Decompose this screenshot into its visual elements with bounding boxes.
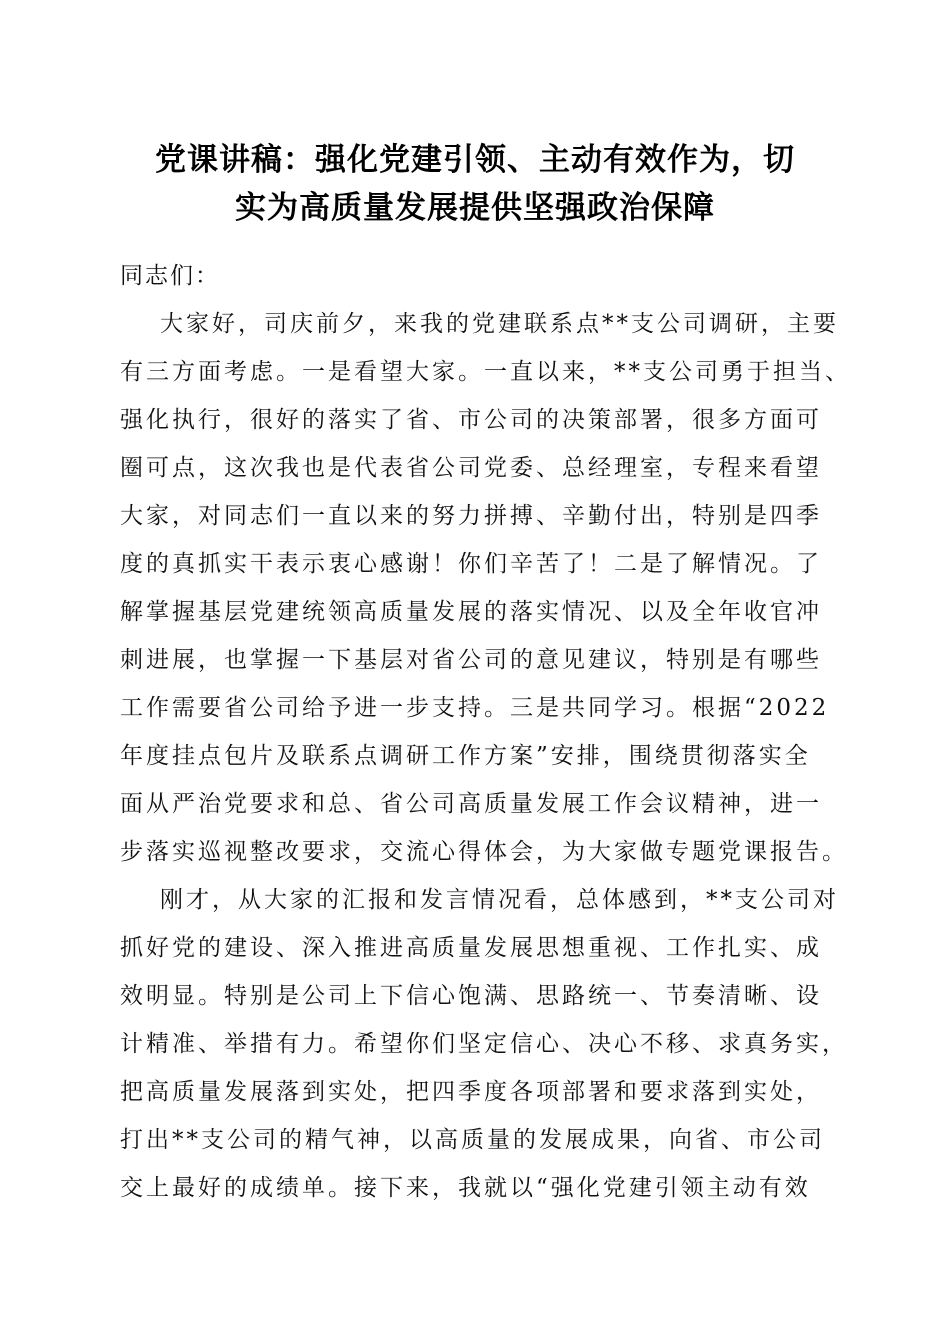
text-line: 工作需要省公司给予进一步支持。三是共同学习。根据“2022	[120, 695, 830, 721]
text-line: 刺进展，也掌握一下基层对省公司的意见建议，特别是有哪些	[120, 647, 822, 673]
text-line: 刚才，从大家的汇报和发言情况看，总体感到，**支公司对	[160, 887, 839, 913]
title-line-1: 党课讲稿：强化党建引领、主动有效作为，切	[155, 142, 795, 178]
text-line: 度的真抓实干表示衷心感谢！你们辛苦了！二是了解情况。了	[120, 551, 822, 577]
text-line: 圈可点，这次我也是代表省公司党委、总经理室，专程来看望	[120, 455, 822, 481]
text-line: 大家，对同志们一直以来的努力拼搏、辛勤付出，特别是四季	[120, 503, 822, 529]
text-line: 效明显。特别是公司上下信心饱满、思路统一、节奏清晰、设	[120, 983, 822, 1009]
text-line: 计精准、举措有力。希望你们坚定信心、决心不移、求真务实，	[120, 1031, 848, 1057]
page-title	[110, 136, 840, 232]
text-line: 大家好，司庆前夕，来我的党建联系点**支公司调研，主要	[160, 311, 839, 337]
document-body	[120, 252, 851, 1212]
text-line: 抓好党的建设、深入推进高质量发展思想重视、工作扎实、成	[120, 935, 822, 961]
text-line: 年度挂点包片及联系点调研工作方案”安排，围绕贯彻落实全	[120, 743, 811, 769]
text-line: 强化执行，很好的落实了省、市公司的决策部署，很多方面可	[120, 407, 822, 433]
text-line: 有三方面考虑。一是看望大家。一直以来，**支公司勇于担当、	[120, 359, 851, 385]
text-line: 解掌握基层党建统领高质量发展的落实情况、以及全年收官冲	[120, 599, 822, 625]
text-line: 步落实巡视整改要求，交流心得体会，为大家做专题党课报告。	[120, 839, 848, 865]
title-line-2: 实为高质量发展提供坚强政治保障	[235, 190, 715, 226]
text-line: 把高质量发展落到实处，把四季度各项部署和要求落到实处，	[120, 1079, 822, 1105]
greeting: 同志们：	[120, 263, 220, 289]
text-line: 打出**支公司的精气神，以高质量的发展成果，向省、市公司	[120, 1127, 825, 1153]
text-line: 交上最好的成绩单。接下来，我就以“强化党建引领主动有效	[120, 1175, 811, 1201]
text-line: 面从严治党要求和总、省公司高质量发展工作会议精神，进一	[120, 791, 822, 817]
